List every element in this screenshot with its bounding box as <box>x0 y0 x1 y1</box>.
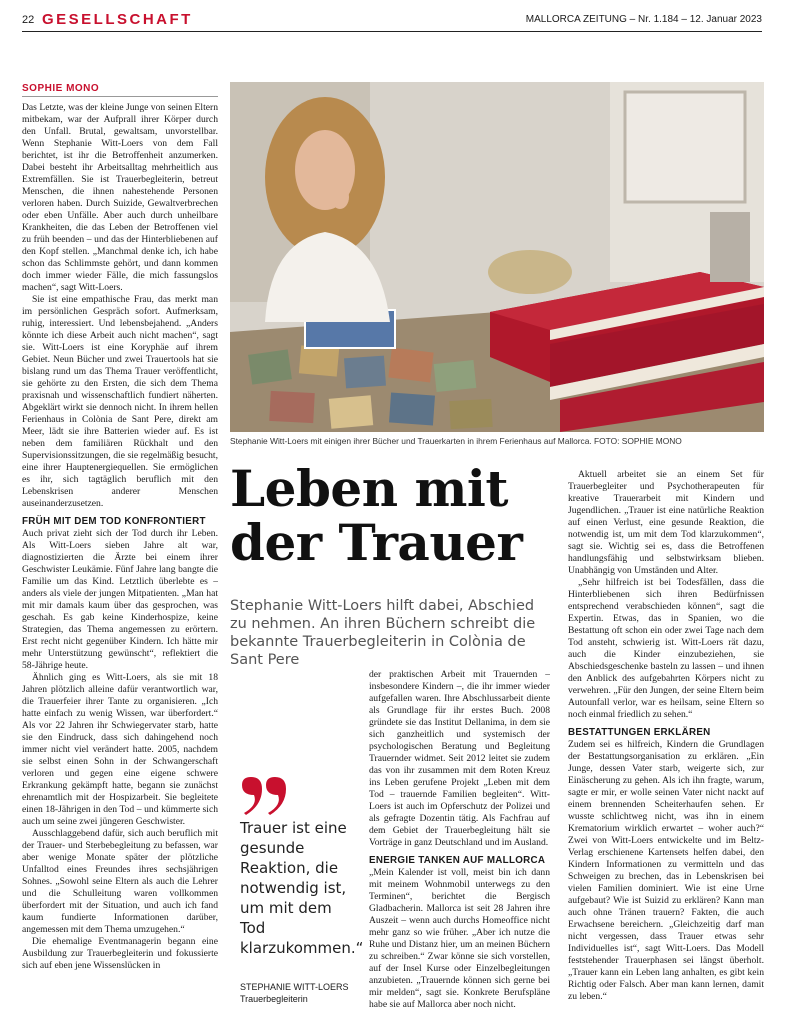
paragraph: Ausschlaggebend dafür, sich auch beruflich mit der Trauer- und Sterbebegleitung zu befassen, war aber wenige Monate später der plötzliche Unfalltod eines Freundes ihres sechsjährigen Sohnes. „Sowohl seine Eltern als auch die Lehrer und die Schulleitung waren vollkommen überfordert mit der Situation, und auch ich fand kaum fundierte Informationen darüber, angemessen mit dem Thema umzugehen.“ <box>22 828 218 935</box>
paragraph: der praktischen Arbeit mit Trauernden – insbesondere Kindern –, die ihr immer wieder aufgefallen waren. Ihre Abschlussarbeit diente als Grundlage für ihr erstes Buch. 2008 gründete sie das Institut Dellanima, in dem sie sich ganzheitlich und systemisch der psychologischen Beratung und Begleitung Trauernder widmet. Seit 2012 leitet sie zudem das von ihr zusammen mit dem Roten Kreuz ins Leben gerufene Projekt „Leben mit dem Tod – trauernde Familien begleiten“. Witt-Loers ist auch im Opferschutz der Polizei und als gefragte Dozentin tätig. Als Fachfrau auf dem Gebiet der Trauerbegleitung hält sie Vorträge in ganz Deutschland und im Ausland. <box>369 669 550 848</box>
paragraph: Ähnlich ging es Witt-Loers, als sie mit 18 Jahren plötzlich alleine dafür verantwortlich war, die Trauerfeier ihrer Tante zu organisieren. „Ich hatte einfach zu wenig Wissen, war überfordert.“ Als vor 22 Jahren ihr Schwiegervater starb, hatte sie den Eindruck, dass sich dahingehend noch immer nicht viel verändert hatte. 2005, nachdem sie selbst einen Sohn in der Schwangerschaft verloren und gegen eine eigene schwere Erkrankung gekämpft hatte, begann sie zunächst ehrenamtlich mit der Hospizarbeit. Sie begleitete einen 18-Jährigen in den Tod – und kümmerte sich auch um seine zwei jüngeren Geschwister. <box>22 672 218 827</box>
headline-line-2: der Trauer <box>230 513 523 572</box>
paragraph: Auch privat zieht sich der Tod durch ihr Leben. Als Witt-Loers sieben Jahre alt war, diagnostizierten die Ärzte bei einem ihrer Geschwister Leukämie. Fünf Jahre lang bangte die Familie um das Kind. Letztlich überlebte es – anders als viele der jungen Mitpatienten. „Man hat mit mir damals kaum über das gesprochen, was geschah. Es gab keine Kinderhospize, keine Strategien, das Thema angemessen zu erörtern. Erst recht nicht gegenüber Kindern. Ich hätte mir mehr Unterstützung gewünscht“, reflektiert die 58-Jährige heute. <box>22 528 218 671</box>
article-column-3 <box>369 669 550 1014</box>
article-column-1 <box>22 102 218 1014</box>
page-header <box>22 10 762 30</box>
paragraph: „Mein Kalender ist voll, meist bin ich dann mit meinem Wohnmobil unterwegs zu den Terminen“, berichtet die Bergisch Gladbacherin. Mallorca ist seit 28 Jahren ihre Auszeit – wenn auch durchs Homeoffice nicht mehr ganz so wie früher. „Aber ich nutze die Ruhe und Distanz hier, um an meinen Büchern zu schreiben.“ Zwar könne sie sich vorstellen, auf der Insel Kurse oder Einzelbegleitungen anzubieten. „Trauernde können sich gerne bei mir melden“, sagt sie. Konkrete Berufspläne habe sie auf Mallorca aber noch nicht. <box>369 867 550 1010</box>
paragraph: Zudem sei es hilfreich, Kindern die Grundlagen der Bestattungsorganisation zu erklären. „Ein Junge, dessen Vater starb, weigerte sich, zur Einäscherung zu gehen. Als ich ihn fragte, warum, sagte er mir, er wolle seinen Vater nicht nackt auf einem brennenden Scheiterhaufen sehen. Er wusste schlichtweg nicht, was ihn in einem Krematorium wirklich erwartet – woher auch?“ Zwei von Witt-Loers entwickelte und im Beltz-Verlag erschienene Kartensets helfen dabei, den Kindern Informationen zu vermitteln und das Schweigen zu brechen, das in Lebenskrisen bei vielen Familien dominiert. Wie ist eine Urne aufgebaut? Wie ist Suizid zu erklären? Kann man auch ohne Tränen trauern? Fakten, die auch Erwachsene bereichern. „Gleichzeitig darf man nicht vergessen, dass Trauer etwas sehr Individuelles ist“, sagt Witt-Loers. Das Modell feststehender Trauerphasen sei längst überholt. „Trauer kann ein Leben lang anhalten, es gibt kein Richtig oder Falsch. Aber man kann lernen, damit zu leben.“ <box>568 739 764 1002</box>
paragraph: „Sehr hilfreich ist bei Todesfällen, dass die Hinterbliebenen sich ihren Bedürfnissen entsprechend verabschieden können“, sagt die Expertin. Etwas, das in Spanien, wo die Bestattung oft schon ein oder zwei Tage nach dem Tod ansteht, schwierig ist. Witt-Loers rät dazu, auch die Kinder einzubeziehen, sie Abschiedsgeschenke basteln zu lassen – und ihnen den Anblick des aufgebahrten Körpers nicht zu verwehren. „Für den Jungen, der seine Eltern beim Autounfall verlor, war es heilsam, seine Eltern so noch einmal friedlich zu sehen.“ <box>568 577 764 720</box>
paragraph: Das Letzte, was der kleine Junge von seinen Eltern mitbekam, war der Aufprall ihrer Körper durch den Unfall. Brutal, gewaltsam, unvorstellbar. Wenn Stephanie Witt-Loers von dem Fall berichtet, ist ihr die Betroffenheit anzumerken. Dabei besteht ihr Arbeitsalltag mehrheitlich aus Extremfällen. Sie ist Trauerbegleiterin, betreut Menschen, die ihnen nahestehende Personen verloren haben. Durch Suizide, Gewaltverbrechen oder eben Unfälle. Aber auch durch unheilbare Krankheiten, die das Leben der Betroffenen viel zu früh beenden – und das der Hinterbliebenen auf den Kopf stellen. „Manchmal denke ich, ich habe schon das Schlimmste gehört, und dann kommen doch immer wieder Fälle, die mich fassungslos machen“, sagt Witt-Loers. <box>22 102 218 293</box>
subheadline: Stephanie Witt-Loers hilft dabei, Abschied zu nehmen. An ihren Büchern schreibt die bekannte Trauerbegleiterin in Colònia de Sant Pere <box>230 598 536 668</box>
headline <box>230 459 550 572</box>
quote-mark-icon <box>240 775 290 815</box>
article-photo <box>230 82 764 432</box>
article-column-4 <box>568 469 764 1014</box>
headline-line-1: Leben mit <box>230 459 508 518</box>
page-number: 22 <box>22 14 35 26</box>
subheading: ENERGIE TANKEN AUF MALLORCA <box>369 855 546 866</box>
photo-caption: Stephanie Witt-Loers mit einigen ihrer Bücher und Trauerkarten in ihrem Ferienhaus auf Mallorca. FOTO: SOPHIE MONO <box>230 436 682 446</box>
subheading: FRÜH MIT DEM TOD KONFRONTIERT <box>22 516 206 527</box>
subheading: BESTATTUNGEN ERKLÄREN <box>568 727 711 738</box>
photo-illustration <box>230 82 764 432</box>
pull-quote-role: Trauerbegleiterin <box>240 994 308 1004</box>
header-rule <box>22 31 762 32</box>
pull-quote-author: STEPHANIE WITT-LOERS <box>240 982 349 992</box>
masthead: MALLORCA ZEITUNG – Nr. 1.184 – 12. Januar 2023 <box>525 14 762 25</box>
section-title: GESELLSCHAFT <box>42 11 193 28</box>
paragraph: Die ehemalige Eventmanagerin begann eine Ausbildung zur Trauerbegleiterin und fokussierte sich auf eben jene Wissenslücken in <box>22 936 218 971</box>
paragraph: Aktuell arbeitet sie an einem Set für Trauerbegleiter und Psychotherapeuten für kreative Trauerarbeit mit Kindern und Jugendlichen. „Trauer ist eine natürliche Reaktion auf einen Verlust, eine gesunde Reaktion, die notwendig ist, um mit dem Tod klarzukommen“, sagt sie. Wichtig sei es, dass die Betroffenen handlungsfähig und selbstwirksam blieben. Unabhängig von Umständen und Alter. <box>568 469 764 576</box>
pull-quote: Trauer ist eine gesunde Reaktion, die notwendig ist, um mit dem Tod klarzukommen.“ <box>240 819 364 957</box>
paragraph: Sie ist eine empathische Frau, das merkt man im persönlichen Gespräch sofort. Aufmerksam, ruhig, interessiert. Und lebensbejahend. „Anders könnte ich diese Arbeit auch nicht machen“, sagt sie. Witt-Loers ist eine Koryphäe auf ihrem Gebiet. Neun Bücher und zwei Trauertools hat sie bislang rund um das Thema Trauer veröffentlicht, sie gehörte zu den Ersten, die sich dem Thema praxisnah und wissenschaftlich fundiert näherten. Abgeklärt wirkt sie dennoch nicht. In ihrem hellen Ferienhaus in Colònia de Sant Pere, direkt am Meer, lädt sie ihre Batterien wieder auf. Es ist neben dem familiären Rückhalt und den Supervisionssitzungen, die sie regelmäßig besucht, eine ihrer Hauptenergiequellen. Sie ermöglichen es ihr, sich tagtäglich beruflich mit den Lebenskrisen anderer Menschen auseinanderzusetzen. <box>22 294 218 509</box>
byline: SOPHIE MONO <box>22 83 100 94</box>
byline-rule <box>22 96 218 97</box>
